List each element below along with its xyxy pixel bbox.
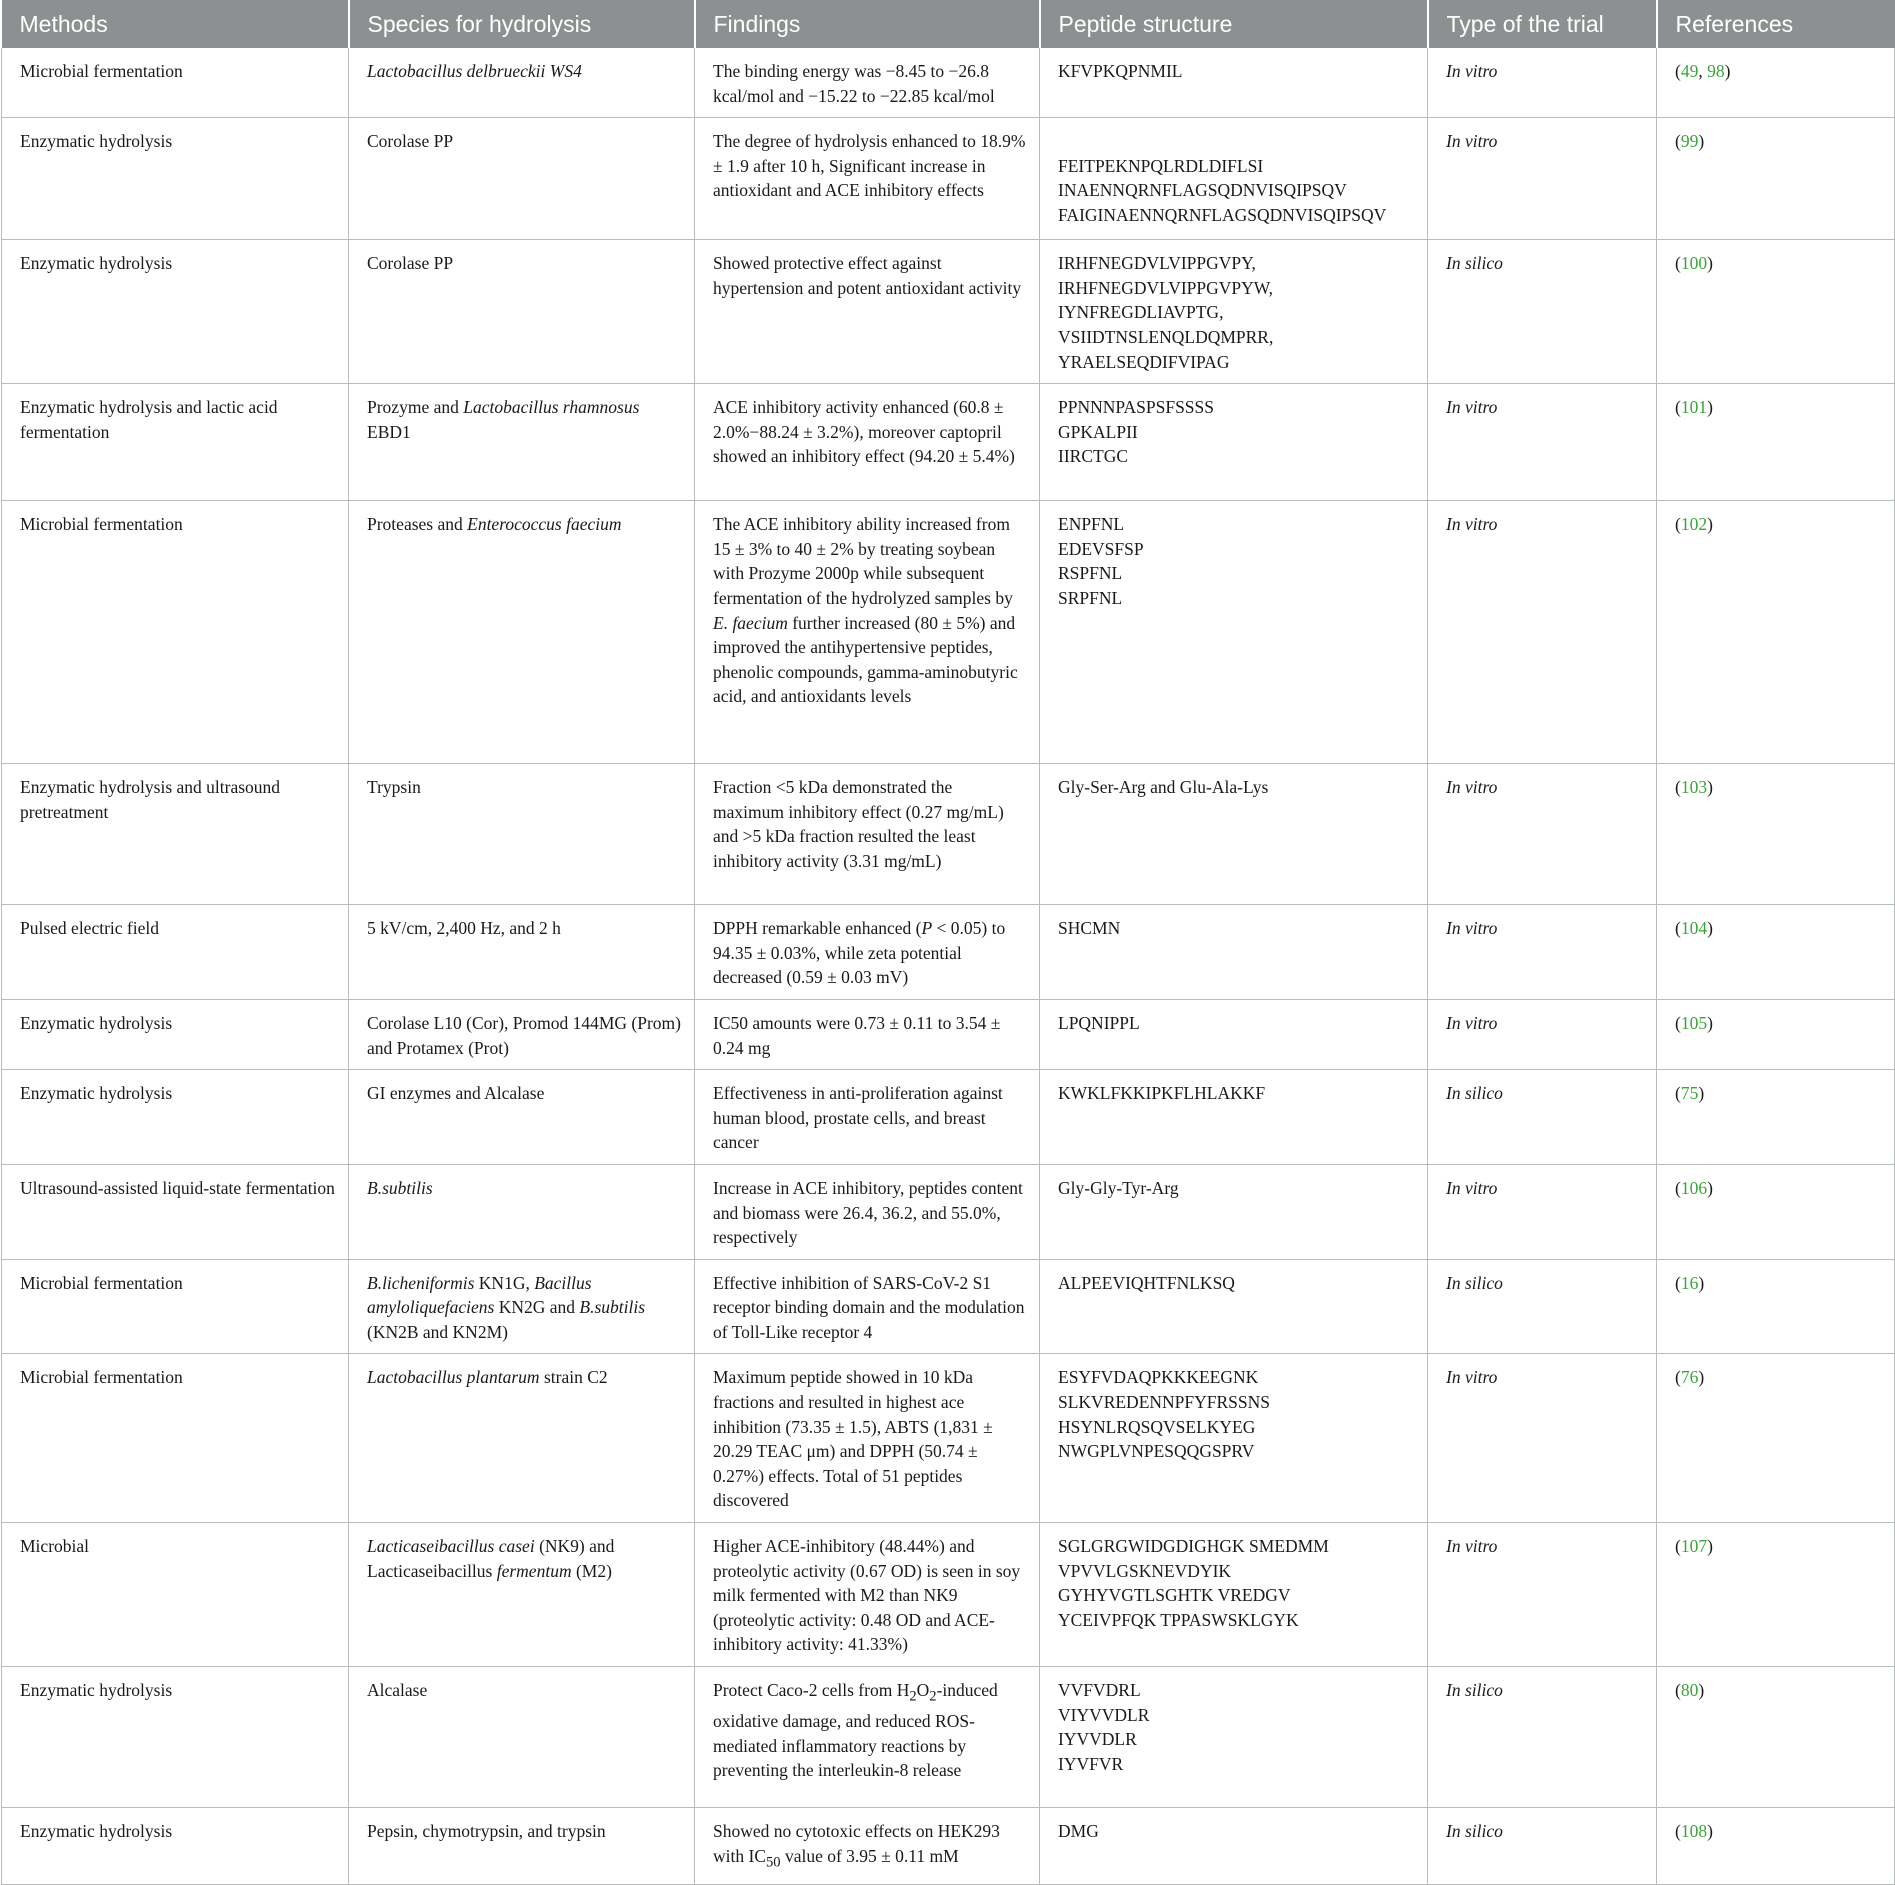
cell-method: Enzymatic hydrolysis bbox=[2, 1070, 349, 1165]
cell-trial: In vitro bbox=[1428, 118, 1657, 240]
cell-trial: In vitro bbox=[1428, 764, 1657, 905]
species-italic: B.licheniformis bbox=[367, 1272, 475, 1293]
findings-text: value of 3.95 ± 0.11 mM bbox=[780, 1845, 959, 1866]
cell-method: Enzymatic hydrolysis bbox=[2, 1667, 349, 1808]
ref-paren-open: ( bbox=[1675, 397, 1681, 418]
ref-paren-close: ) bbox=[1698, 1272, 1705, 1293]
cell-references bbox=[1657, 1070, 1895, 1165]
findings-text: -induced oxidative damage, and reduced ROS-mediated inflammatory reactions by preventing the interleukin-8 release bbox=[713, 1680, 998, 1781]
peptide-table bbox=[1, 0, 1895, 1885]
reference-link[interactable]: 76 bbox=[1680, 1367, 1699, 1388]
cell-references bbox=[1657, 905, 1895, 1000]
cell-trial: In silico bbox=[1428, 1808, 1657, 1885]
ref-paren-close: ) bbox=[1707, 514, 1713, 535]
species-italic: fermentum bbox=[496, 1560, 572, 1581]
cell-species bbox=[349, 1164, 695, 1259]
findings-text: DPPH remarkable enhanced ( bbox=[713, 918, 922, 939]
table-row bbox=[2, 240, 1895, 384]
species-italic: Lacticaseibacillus casei bbox=[367, 1536, 535, 1557]
species-italic: Enterococcus faecium bbox=[467, 514, 622, 535]
cell-findings: Effective inhibition of SARS-CoV-2 S1 receptor binding domain and the modulation of Toll-Like receptor 4 bbox=[695, 1259, 1040, 1354]
header-trial-type: Type of the trial bbox=[1428, 0, 1657, 48]
findings-italic: E. faecium bbox=[713, 612, 788, 633]
cell-species bbox=[349, 1354, 695, 1523]
cell-method: Enzymatic hydrolysis bbox=[2, 999, 349, 1069]
cell-method: Microbial fermentation bbox=[2, 1354, 349, 1523]
ref-paren-open: ( bbox=[1675, 1083, 1681, 1104]
reference-link[interactable]: 100 bbox=[1680, 253, 1708, 274]
reference-link[interactable]: 49 bbox=[1680, 61, 1699, 81]
cell-species: GI enzymes and Alcalase bbox=[349, 1070, 695, 1165]
cell-peptide: IRHFNEGDVLVIPPGVPY, IRHFNEGDVLVIPPGVPYW, IYNFREGDLIAVPTG, VSIIDTNSLENQLDQMPRR, YRAELSEQDIFVIPAG bbox=[1040, 240, 1428, 384]
table-row bbox=[2, 905, 1895, 1000]
findings-subscript: 2 bbox=[929, 1688, 937, 1705]
cell-trial: In vitro bbox=[1428, 999, 1657, 1069]
cell-peptide: KFVPKQPNMIL bbox=[1040, 48, 1428, 118]
cell-species bbox=[349, 1259, 695, 1354]
cell-findings: Fraction <5 kDa demonstrated the maximum inhibitory effect (0.27 mg/mL) and >5 kDa fraction resulted the least inhibitory activity (3.31 mg/mL) bbox=[695, 764, 1040, 905]
cell-findings: Increase in ACE inhibitory, peptides content and biomass were 26.4, 36.2, and 55.0%, respectively bbox=[695, 1164, 1040, 1259]
ref-paren-close: ) bbox=[1698, 131, 1705, 152]
species-text: Proteases and bbox=[367, 514, 468, 535]
cell-findings: The binding energy was −8.45 to −26.8 kcal/mol and −15.22 to −22.85 kcal/mol bbox=[695, 48, 1040, 118]
ref-separator: , bbox=[1698, 61, 1708, 81]
ref-paren-close: ) bbox=[1707, 397, 1713, 418]
species-italic: B.subtilis bbox=[367, 1177, 433, 1198]
cell-method: Enzymatic hydrolysis bbox=[2, 118, 349, 240]
cell-references bbox=[1657, 118, 1895, 240]
table-row bbox=[2, 384, 1895, 501]
reference-link[interactable]: 75 bbox=[1680, 1083, 1699, 1104]
cell-peptide: VVFVDRL VIYVVDLR IYVVDLR IYVFVR bbox=[1040, 1667, 1428, 1808]
cell-findings bbox=[695, 1808, 1040, 1885]
cell-peptide: FEITPEKNPQLRDLDIFLSI INAENNQRNFLAGSQDNVISQIPSQV FAIGINAENNQRNFLAGSQDNVISQIPSQV bbox=[1040, 118, 1428, 240]
findings-text: further increased (80 ± 5%) and improved the antihypertensive peptides, phenolic compounds, gamma-aminobutyric acid, and antioxidants levels bbox=[713, 612, 1018, 707]
findings-italic: P bbox=[921, 918, 933, 939]
reference-link[interactable]: 105 bbox=[1680, 1012, 1708, 1033]
cell-species: Corolase PP bbox=[349, 118, 695, 240]
header-findings: Findings bbox=[695, 0, 1040, 48]
reference-link[interactable]: 80 bbox=[1680, 1680, 1699, 1700]
cell-findings: ACE inhibitory activity enhanced (60.8 ± 2.0%−88.24 ± 3.2%), moreover captopril showed an inhibitory effect (94.20 ± 5.4%) bbox=[695, 384, 1040, 501]
findings-text: O bbox=[916, 1680, 930, 1700]
species-italic: Lactobacillus plantarum bbox=[367, 1367, 540, 1388]
cell-species bbox=[349, 384, 695, 501]
cell-peptide: SHCMN bbox=[1040, 905, 1428, 1000]
cell-trial: In vitro bbox=[1428, 501, 1657, 764]
cell-method: Enzymatic hydrolysis and lactic acid fermentation bbox=[2, 384, 349, 501]
species-text: Lactobacillus delbrueckii WS4 bbox=[367, 61, 582, 81]
cell-findings: Effectiveness in anti-proliferation against human blood, prostate cells, and breast cancer bbox=[695, 1070, 1040, 1165]
cell-species: Pepsin, chymotrypsin, and trypsin bbox=[349, 1808, 695, 1885]
cell-peptide: Gly-Gly-Tyr-Arg bbox=[1040, 1164, 1428, 1259]
ref-paren-close: ) bbox=[1707, 1012, 1713, 1033]
cell-findings: Maximum peptide showed in 10 kDa fractions and resulted in highest ace inhibition (73.35 ± 1.5), ABTS (1,831 ± 20.29 TEAC μm) and DPPH (50.74 ± 0.27%) effects. Total of 51 peptides discovered bbox=[695, 1354, 1040, 1523]
cell-trial: In silico bbox=[1428, 1259, 1657, 1354]
cell-findings bbox=[695, 501, 1040, 764]
cell-peptide: ALPEEVIQHTFNLKSQ bbox=[1040, 1259, 1428, 1354]
cell-species: Trypsin bbox=[349, 764, 695, 905]
species-text: (NK9) and Lacticaseibacillus bbox=[367, 1536, 615, 1581]
ref-paren-open: ( bbox=[1675, 1272, 1681, 1293]
ref-paren-close: ) bbox=[1707, 1177, 1713, 1198]
cell-references bbox=[1657, 384, 1895, 501]
species-text: strain C2 bbox=[539, 1367, 608, 1388]
cell-method: Microbial fermentation bbox=[2, 1259, 349, 1354]
cell-peptide: SGLGRGWIDGDIGHGK SMEDMM VPVVLGSKNEVDYIK GYHYVGTLSGHTK VREDGV YCEIVPFQK TPPASWSKLGYK bbox=[1040, 1523, 1428, 1667]
cell-references bbox=[1657, 764, 1895, 905]
cell-references bbox=[1657, 1259, 1895, 1354]
reference-link[interactable]: 102 bbox=[1680, 514, 1708, 535]
cell-method: Enzymatic hydrolysis bbox=[2, 240, 349, 384]
table-row bbox=[2, 1667, 1895, 1808]
cell-findings: Showed protective effect against hypertension and potent antioxidant activity bbox=[695, 240, 1040, 384]
ref-paren-open: ( bbox=[1675, 131, 1681, 152]
ref-paren-close: ) bbox=[1698, 1083, 1705, 1104]
cell-method: Enzymatic hydrolysis bbox=[2, 1808, 349, 1885]
cell-references bbox=[1657, 240, 1895, 384]
cell-method: Microbial fermentation bbox=[2, 48, 349, 118]
cell-references bbox=[1657, 999, 1895, 1069]
ref-paren-open: ( bbox=[1675, 1821, 1681, 1841]
cell-peptide: KWKLFKKIPKFLHLAKKF bbox=[1040, 1070, 1428, 1165]
cell-method: Pulsed electric field bbox=[2, 905, 349, 1000]
reference-link[interactable]: 107 bbox=[1680, 1536, 1708, 1557]
species-italic: Lactobacillus rhamnosus bbox=[463, 397, 640, 418]
table-row bbox=[2, 1164, 1895, 1259]
table-row bbox=[2, 764, 1895, 905]
findings-subscript: 50 bbox=[766, 1854, 781, 1871]
reference-link[interactable]: 104 bbox=[1680, 918, 1708, 939]
ref-paren-close: ) bbox=[1698, 1680, 1705, 1700]
cell-trial: In silico bbox=[1428, 240, 1657, 384]
ref-paren-close: ) bbox=[1724, 61, 1731, 81]
table-row bbox=[2, 501, 1895, 764]
cell-peptide: Gly-Ser-Arg and Glu-Ala-Lys bbox=[1040, 764, 1428, 905]
findings-text: < 0.05) to 94.35 ± 0.03%, while zeta potential decreased (0.59 ± 0.03 mV) bbox=[713, 918, 1006, 988]
reference-link[interactable]: 103 bbox=[1680, 777, 1708, 798]
cell-findings bbox=[695, 905, 1040, 1000]
findings-text: The ACE inhibitory ability increased from 15 ± 3% to 40 ± 2% by treating soybean with Prozyme 2000p while subsequent fermentation of the hydrolyzed samples by bbox=[713, 514, 1013, 608]
species-text: (KN2B and KN2M) bbox=[367, 1321, 508, 1342]
cell-method: Microbial fermentation bbox=[2, 501, 349, 764]
header-peptide-structure: Peptide structure bbox=[1040, 0, 1428, 48]
ref-paren-close: ) bbox=[1707, 918, 1713, 939]
cell-trial: In silico bbox=[1428, 1667, 1657, 1808]
cell-species bbox=[349, 501, 695, 764]
cell-species: Corolase PP bbox=[349, 240, 695, 384]
cell-peptide: ESYFVDAQPKKKEEGNK SLKVREDENNPFYFRSSNS HSYNLRQSQVSELKYEG NWGPLVNPESQQGSPRV bbox=[1040, 1354, 1428, 1523]
cell-references bbox=[1657, 1667, 1895, 1808]
ref-paren-open: ( bbox=[1675, 1536, 1681, 1557]
cell-trial: In vitro bbox=[1428, 384, 1657, 501]
cell-peptide: DMG bbox=[1040, 1808, 1428, 1885]
table-row bbox=[2, 1523, 1895, 1667]
ref-paren-close: ) bbox=[1707, 253, 1713, 274]
cell-trial: In vitro bbox=[1428, 1523, 1657, 1667]
ref-paren-open: ( bbox=[1675, 1012, 1681, 1033]
reference-link[interactable]: 108 bbox=[1680, 1821, 1708, 1841]
table-row bbox=[2, 1259, 1895, 1354]
cell-findings: IC50 amounts were 0.73 ± 0.11 to 3.54 ± 0.24 mg bbox=[695, 999, 1040, 1069]
cell-references bbox=[1657, 48, 1895, 118]
species-italic: Bacillus amyloliquefaciens bbox=[367, 1272, 592, 1318]
ref-paren-open: ( bbox=[1675, 918, 1681, 939]
table-row bbox=[2, 1070, 1895, 1165]
cell-species bbox=[349, 48, 695, 118]
cell-trial: In vitro bbox=[1428, 1164, 1657, 1259]
cell-trial: In vitro bbox=[1428, 48, 1657, 118]
findings-text: Showed no cytotoxic effects on HEK293 with IC bbox=[713, 1821, 1000, 1866]
header-references: References bbox=[1657, 0, 1895, 48]
species-text: Prozyme and bbox=[367, 397, 464, 418]
table-row bbox=[2, 1808, 1895, 1885]
ref-paren-open: ( bbox=[1675, 61, 1681, 81]
cell-trial: In vitro bbox=[1428, 1354, 1657, 1523]
cell-method: Ultrasound-assisted liquid-state fermentation bbox=[2, 1164, 349, 1259]
cell-references bbox=[1657, 1164, 1895, 1259]
ref-paren-close: ) bbox=[1707, 1821, 1713, 1841]
table-header-row bbox=[2, 0, 1895, 48]
cell-method: Enzymatic hydrolysis and ultrasound pretreatment bbox=[2, 764, 349, 905]
ref-paren-close: ) bbox=[1698, 1367, 1705, 1388]
cell-trial: In vitro bbox=[1428, 905, 1657, 1000]
cell-species bbox=[349, 1523, 695, 1667]
findings-text: Protect Caco-2 cells from H bbox=[713, 1680, 910, 1700]
reference-link[interactable]: 106 bbox=[1680, 1177, 1708, 1198]
table-row bbox=[2, 999, 1895, 1069]
species-text: EBD1 bbox=[367, 421, 411, 442]
cell-method: Microbial bbox=[2, 1523, 349, 1667]
reference-link[interactable]: 101 bbox=[1680, 397, 1708, 418]
cell-peptide: LPQNIPPL bbox=[1040, 999, 1428, 1069]
reference-link[interactable]: 16 bbox=[1680, 1272, 1699, 1293]
cell-species: 5 kV/cm, 2,400 Hz, and 2 h bbox=[349, 905, 695, 1000]
table-row bbox=[2, 48, 1895, 118]
ref-paren-open: ( bbox=[1675, 777, 1681, 798]
cell-findings bbox=[695, 1667, 1040, 1808]
cell-peptide: PPNNNPASPSFSSSS GPKALPII IIRCTGC bbox=[1040, 384, 1428, 501]
species-italic: B.subtilis bbox=[579, 1297, 646, 1318]
ref-paren-open: ( bbox=[1675, 1680, 1681, 1700]
reference-link[interactable]: 98 bbox=[1707, 61, 1725, 81]
species-text: (M2) bbox=[571, 1560, 612, 1581]
cell-species: Alcalase bbox=[349, 1667, 695, 1808]
ref-paren-open: ( bbox=[1675, 1367, 1681, 1388]
ref-paren-close: ) bbox=[1707, 777, 1713, 798]
cell-findings: The degree of hydrolysis enhanced to 18.9% ± 1.9 after 10 h, Significant increase in antioxidant and ACE inhibitory effects bbox=[695, 118, 1040, 240]
cell-peptide: ENPFNL EDEVSFSP RSPFNL SRPFNL bbox=[1040, 501, 1428, 764]
cell-trial: In silico bbox=[1428, 1070, 1657, 1165]
table-row bbox=[2, 118, 1895, 240]
findings-subscript: 2 bbox=[909, 1688, 917, 1705]
ref-paren-open: ( bbox=[1675, 253, 1681, 274]
ref-paren-open: ( bbox=[1675, 514, 1681, 535]
cell-references bbox=[1657, 501, 1895, 764]
cell-references bbox=[1657, 1808, 1895, 1885]
header-methods: Methods bbox=[2, 0, 349, 48]
cell-findings: Higher ACE-inhibitory (48.44%) and proteolytic activity (0.67 OD) is seen in soy milk fermented with M2 than NK9 (proteolytic activity: 0.48 OD and ACE-inhibitory activity: 41.33%) bbox=[695, 1523, 1040, 1667]
header-species: Species for hydrolysis bbox=[349, 0, 695, 48]
cell-references bbox=[1657, 1354, 1895, 1523]
cell-references bbox=[1657, 1523, 1895, 1667]
species-text: KN1G, bbox=[474, 1272, 535, 1293]
ref-paren-close: ) bbox=[1707, 1536, 1713, 1557]
reference-link[interactable]: 99 bbox=[1680, 131, 1699, 152]
ref-paren-open: ( bbox=[1675, 1177, 1681, 1198]
table-row bbox=[2, 1354, 1895, 1523]
species-text: KN2G and bbox=[494, 1297, 580, 1318]
cell-species: Corolase L10 (Cor), Promod 144MG (Prom) and Protamex (Prot) bbox=[349, 999, 695, 1069]
